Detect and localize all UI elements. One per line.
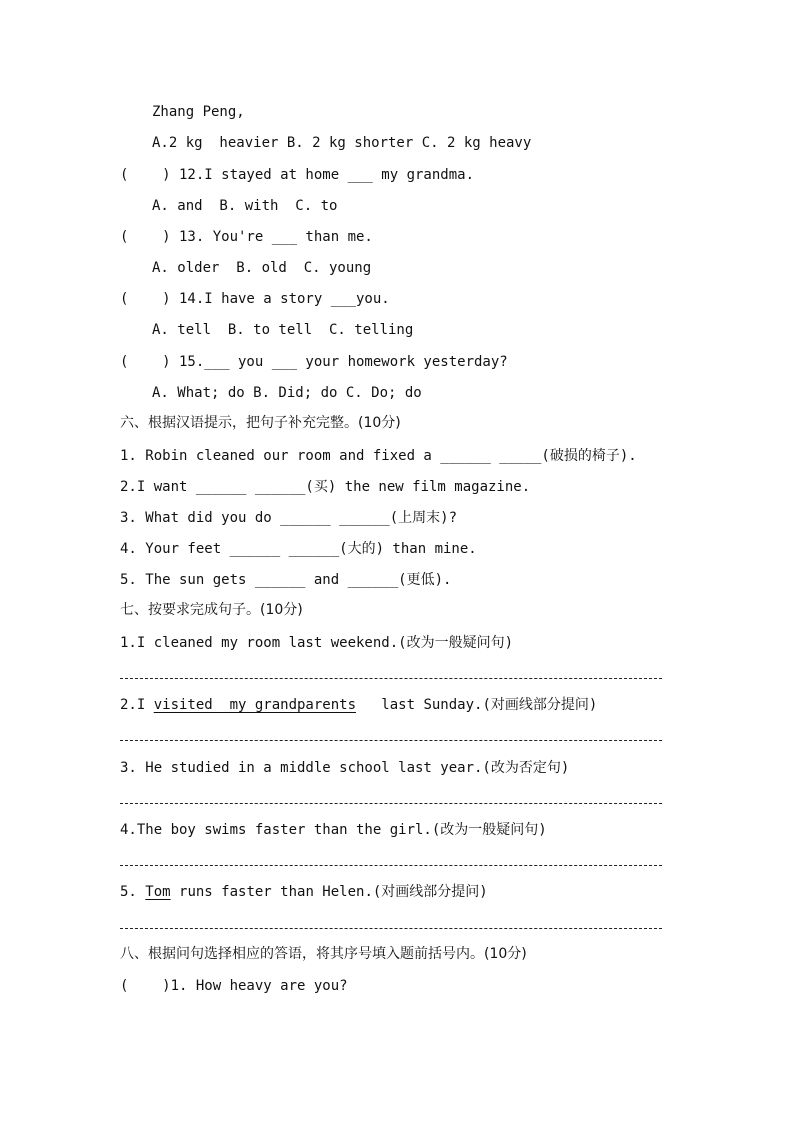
part6-item-2: 2.I want ______ ______(买) the new film magazine. bbox=[120, 479, 531, 495]
q13-question: ( ) 13. You're ___ than me. bbox=[120, 229, 373, 245]
answer-line-3[interactable] bbox=[120, 803, 662, 804]
part7-q2 bbox=[120, 696, 597, 714]
q15-question: ( ) 15.___ you ___ your homework yesterday? bbox=[120, 354, 508, 370]
part7-q2-underlined-phrase: visited my grandparents bbox=[153, 697, 357, 713]
q15-options: A. What; do B. Did; do C. Do; do bbox=[152, 385, 422, 401]
part7-q5-suffix: runs faster than Helen.(对画线部分提问) bbox=[170, 884, 488, 900]
part7-heading: 七、按要求完成句子。(10分) bbox=[120, 602, 303, 618]
part6-heading: 六、根据汉语提示，把句子补充完整。(10分) bbox=[120, 415, 401, 431]
q14-options: A. tell B. to tell C. telling bbox=[152, 322, 414, 338]
answer-line-5[interactable] bbox=[120, 928, 662, 929]
q14-question: ( ) 14.I have a story ___you. bbox=[120, 291, 390, 307]
part6-item-1: 1. Robin cleaned our room and fixed a ______ _____(破损的椅子). bbox=[120, 448, 637, 464]
part7-q2-prefix: 2.I bbox=[120, 697, 154, 713]
answer-line-1[interactable] bbox=[120, 678, 662, 679]
part6-item-4: 4. Your feet ______ ______(大的) than mine. bbox=[120, 541, 477, 557]
part7-q3: 3. He studied in a middle school last year.(改为否定句) bbox=[120, 760, 570, 776]
part7-q2-suffix: last Sunday.(对画线部分提问) bbox=[356, 697, 598, 713]
q12-options: A. and B. with C. to bbox=[152, 198, 338, 214]
part8-q1: ( )1. How heavy are you? bbox=[120, 978, 348, 994]
part6-item-3: 3. What did you do ______ ______(上周末)? bbox=[120, 510, 458, 526]
part7-q5-prefix: 5. bbox=[120, 884, 146, 900]
q13-options: A. older B. old C. young bbox=[152, 260, 372, 276]
answer-line-2[interactable] bbox=[120, 740, 662, 741]
part7-q5-underlined-word: Tom bbox=[145, 884, 171, 900]
part7-q4: 4.The boy swims faster than the girl.(改为一般疑问句) bbox=[120, 822, 547, 838]
answer-line-4[interactable] bbox=[120, 865, 662, 866]
part7-q5 bbox=[120, 883, 488, 901]
part6-item-5: 5. The sun gets ______ and ______(更低). bbox=[120, 572, 452, 588]
part8-heading: 八、根据问句选择相应的答语，将其序号填入题前括号内。(10分) bbox=[120, 946, 527, 962]
q11-options: A.2 kg heavier B. 2 kg shorter C. 2 kg heavy bbox=[152, 135, 532, 151]
q11-continued-name: Zhang Peng, bbox=[152, 104, 245, 120]
q12-question: ( ) 12.I stayed at home ___ my grandma. bbox=[120, 167, 475, 183]
part7-q1: 1.I cleaned my room last weekend.(改为一般疑问句) bbox=[120, 635, 514, 651]
